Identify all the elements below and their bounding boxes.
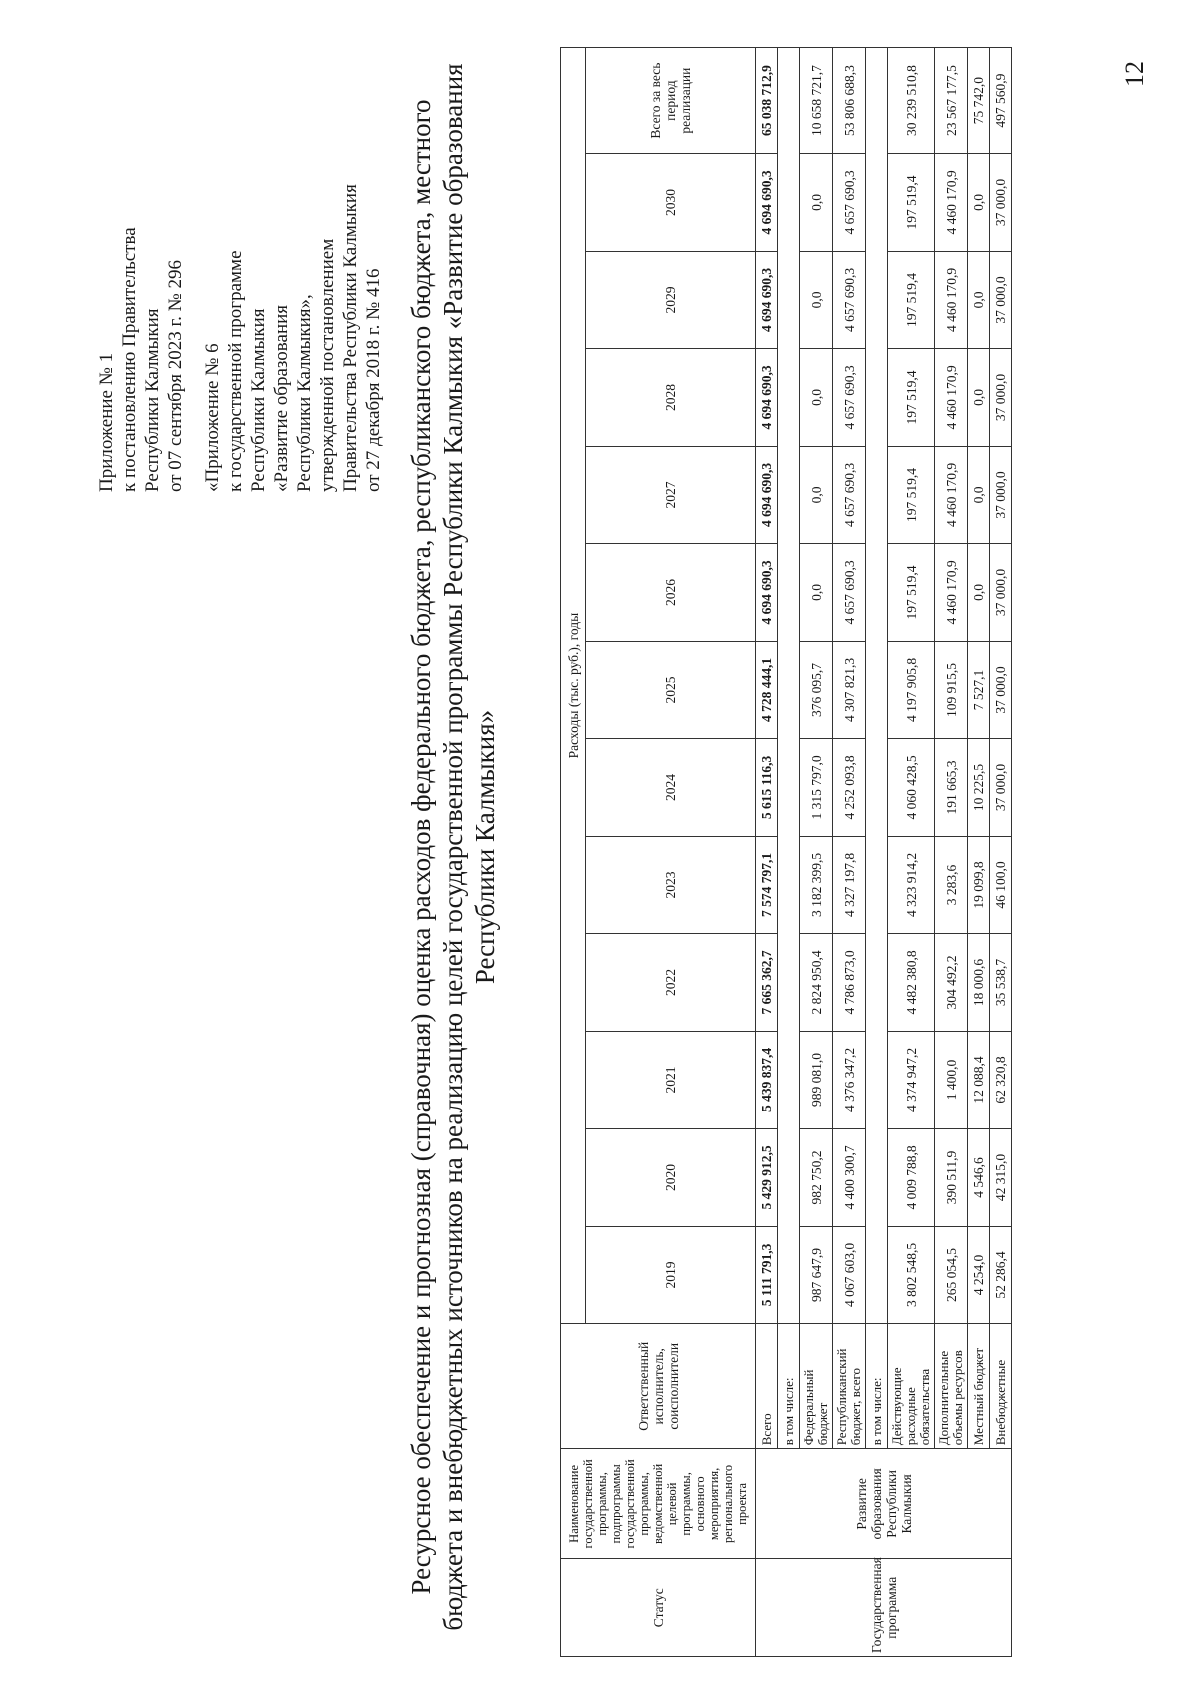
- value-cell: 4 786 873,0: [833, 934, 866, 1032]
- value-cell: 37 000,0: [990, 446, 1012, 544]
- value-cell: 4 327 197,8: [833, 836, 866, 934]
- table-header-row: [561, 48, 586, 1657]
- value-cell: 18 000,6: [968, 934, 990, 1032]
- header-name: Наименование государственной программы, подпрограммы государственной программы, ведомственной целевой программы, основного мероприятия, регионального проекта: [561, 1449, 756, 1559]
- value-cell: 5 111 791,3: [756, 1226, 778, 1324]
- header-responsible: Ответственный исполнитель, соисполнители: [561, 1324, 756, 1449]
- row-label: Внебюджетные: [990, 1324, 1012, 1449]
- appendix-line: «Приложение № 6: [202, 343, 223, 492]
- header-total: Всего за весь период реализации: [586, 48, 756, 154]
- table-row: [778, 48, 800, 1657]
- appendix-line: к постановлению Правительства: [119, 227, 140, 492]
- appendix-line: «Развитие образования: [271, 304, 292, 492]
- empty-cell: [866, 48, 888, 1324]
- value-cell: 12 088,4: [968, 1031, 990, 1129]
- value-cell: 4 657 690,3: [833, 251, 866, 349]
- header-year: 2027: [586, 446, 756, 544]
- value-cell: 4 694 690,3: [756, 544, 778, 642]
- row-label: Федеральный бюджет: [800, 1324, 833, 1449]
- row-label: Действующие расходные обязательства: [888, 1324, 935, 1449]
- table-row: [935, 48, 968, 1657]
- value-cell: 4 197 905,8: [888, 641, 935, 739]
- appendix-line: утвержденной постановлением: [317, 238, 338, 492]
- value-cell: 19 099,8: [968, 836, 990, 934]
- value-cell: 3 283,6: [935, 836, 968, 934]
- value-cell: 0,0: [968, 446, 990, 544]
- value-cell: 52 286,4: [990, 1226, 1012, 1324]
- header-year: 2023: [586, 836, 756, 934]
- header-year: 2022: [586, 934, 756, 1032]
- total-cell: 53 806 688,3: [833, 48, 866, 154]
- value-cell: 265 054,5: [935, 1226, 968, 1324]
- value-cell: 304 492,2: [935, 934, 968, 1032]
- appendix-line: Республики Калмыкия»,: [294, 294, 315, 492]
- header-year: 2019: [586, 1226, 756, 1324]
- header-year: 2025: [586, 641, 756, 739]
- value-cell: 982 750,2: [800, 1129, 833, 1227]
- appendix-line: Республики Калмыкия: [248, 308, 269, 492]
- value-cell: 42 315,0: [990, 1129, 1012, 1227]
- value-cell: 4 694 690,3: [756, 251, 778, 349]
- total-cell: 497 560,9: [990, 48, 1012, 154]
- table-row: [833, 48, 866, 1657]
- value-cell: 109 915,5: [935, 641, 968, 739]
- value-cell: 4 694 690,3: [756, 349, 778, 447]
- value-cell: 1 400,0: [935, 1031, 968, 1129]
- table-row: [866, 48, 888, 1657]
- value-cell: 4 376 347,2: [833, 1031, 866, 1129]
- value-cell: 4 009 788,8: [888, 1129, 935, 1227]
- value-cell: 197 519,4: [888, 251, 935, 349]
- value-cell: 35 538,7: [990, 934, 1012, 1032]
- header-year: 2021: [586, 1031, 756, 1129]
- value-cell: 191 665,3: [935, 739, 968, 837]
- total-cell: 23 567 177,5: [935, 48, 968, 154]
- value-cell: 0,0: [800, 544, 833, 642]
- row-label: Республиканский бюджет, всего: [833, 1324, 866, 1449]
- value-cell: 62 320,8: [990, 1031, 1012, 1129]
- table-row: [756, 48, 778, 1657]
- value-cell: 37 000,0: [990, 544, 1012, 642]
- value-cell: 0,0: [800, 446, 833, 544]
- table-row: [888, 48, 935, 1657]
- value-cell: 4 546,6: [968, 1129, 990, 1227]
- status-cell: Государственная программа: [756, 1559, 1012, 1657]
- value-cell: 4 657 690,3: [833, 446, 866, 544]
- header-year: 2028: [586, 349, 756, 447]
- value-cell: 197 519,4: [888, 544, 935, 642]
- value-cell: 4 694 690,3: [756, 446, 778, 544]
- total-cell: 75 742,0: [968, 48, 990, 154]
- empty-cell: [778, 48, 800, 1324]
- value-cell: 3 802 548,5: [888, 1226, 935, 1324]
- value-cell: 390 511,9: [935, 1129, 968, 1227]
- value-cell: 4 067 603,0: [833, 1226, 866, 1324]
- value-cell: 4 460 170,9: [935, 251, 968, 349]
- value-cell: 4 323 914,2: [888, 836, 935, 934]
- header-expenses: Расходы (тыс. руб.), годы: [561, 48, 586, 1324]
- value-cell: 4 694 690,3: [756, 154, 778, 252]
- table-row: [800, 48, 833, 1657]
- row-label: в том числе:: [866, 1324, 888, 1449]
- total-cell: 30 239 510,8: [888, 48, 935, 154]
- header-year: 2020: [586, 1129, 756, 1227]
- value-cell: 4 657 690,3: [833, 544, 866, 642]
- value-cell: 37 000,0: [990, 739, 1012, 837]
- value-cell: 4 252 093,8: [833, 739, 866, 837]
- appendix-line: от 27 декабря 2018 г. № 416: [363, 268, 384, 492]
- value-cell: 7 665 362,7: [756, 934, 778, 1032]
- value-cell: 37 000,0: [990, 641, 1012, 739]
- row-label: Дополнительные объемы ресурсов: [935, 1324, 968, 1449]
- value-cell: 0,0: [968, 349, 990, 447]
- value-cell: 197 519,4: [888, 154, 935, 252]
- appendix-line: от 07 сентября 2023 г. № 296: [165, 259, 186, 492]
- value-cell: 1 315 797,0: [800, 739, 833, 837]
- value-cell: 0,0: [968, 154, 990, 252]
- header-year: 2026: [586, 544, 756, 642]
- row-label: Местный бюджет: [968, 1324, 990, 1449]
- value-cell: 4 657 690,3: [833, 154, 866, 252]
- value-cell: 989 081,0: [800, 1031, 833, 1129]
- page-number: 12: [1120, 61, 1149, 87]
- value-cell: 5 439 837,4: [756, 1031, 778, 1129]
- value-cell: 3 182 399,5: [800, 836, 833, 934]
- value-cell: 0,0: [968, 544, 990, 642]
- appendix-line: Республики Калмыкия: [142, 308, 163, 492]
- appendix-header: [95, 52, 385, 492]
- total-cell: 65 038 712,9: [756, 48, 778, 154]
- header-status: Статус: [561, 1559, 756, 1657]
- row-label: Всего: [756, 1324, 778, 1449]
- value-cell: 0,0: [968, 251, 990, 349]
- value-cell: 7 574 797,1: [756, 836, 778, 934]
- total-cell: 10 658 721,7: [800, 48, 833, 154]
- value-cell: 46 100,0: [990, 836, 1012, 934]
- value-cell: 2 824 950,4: [800, 934, 833, 1032]
- value-cell: 4 060 428,5: [888, 739, 935, 837]
- table-row: [990, 48, 1012, 1657]
- value-cell: 4 460 170,9: [935, 544, 968, 642]
- row-label: в том числе:: [778, 1324, 800, 1449]
- value-cell: 4 460 170,9: [935, 154, 968, 252]
- appendix-line: Правительства Республики Калмыкия: [340, 184, 361, 492]
- appendix-line: к государственной программе: [225, 250, 246, 492]
- value-cell: 0,0: [800, 349, 833, 447]
- value-cell: 376 095,7: [800, 641, 833, 739]
- document-title: Ресурсное обеспечение и прогнозная (справочная) оценка расходов федерального бюджета, республиканского бюджета, местного бюджета и внебюджетных источников на реализацию целей государственной программы Республики Калмыкия «Развитие образования Республики Калмыкия»: [406, 63, 500, 1631]
- value-cell: 4 482 380,8: [888, 934, 935, 1032]
- header-year: 2024: [586, 739, 756, 837]
- value-cell: 4 307 821,3: [833, 641, 866, 739]
- value-cell: 0,0: [800, 154, 833, 252]
- appendix-line: Приложение № 1: [96, 352, 117, 492]
- value-cell: 987 647,9: [800, 1226, 833, 1324]
- value-cell: 0,0: [800, 251, 833, 349]
- program-name-cell: Развитие образования Республики Калмыкия: [756, 1449, 1012, 1559]
- value-cell: 5 615 116,3: [756, 739, 778, 837]
- value-cell: 5 429 912,5: [756, 1129, 778, 1227]
- value-cell: 7 527,1: [968, 641, 990, 739]
- value-cell: 37 000,0: [990, 349, 1012, 447]
- value-cell: 197 519,4: [888, 446, 935, 544]
- header-year: 2030: [586, 154, 756, 252]
- budget-table: [560, 47, 1012, 1657]
- value-cell: 4 728 444,1: [756, 641, 778, 739]
- value-cell: 4 657 690,3: [833, 349, 866, 447]
- value-cell: 4 460 170,9: [935, 349, 968, 447]
- value-cell: 4 374 947,2: [888, 1031, 935, 1129]
- value-cell: 4 460 170,9: [935, 446, 968, 544]
- value-cell: 4 254,0: [968, 1226, 990, 1324]
- value-cell: 10 225,5: [968, 739, 990, 837]
- header-year: 2029: [586, 251, 756, 349]
- table-row: [968, 48, 990, 1657]
- value-cell: 4 400 300,7: [833, 1129, 866, 1227]
- value-cell: 37 000,0: [990, 251, 1012, 349]
- value-cell: 37 000,0: [990, 154, 1012, 252]
- value-cell: 197 519,4: [888, 349, 935, 447]
